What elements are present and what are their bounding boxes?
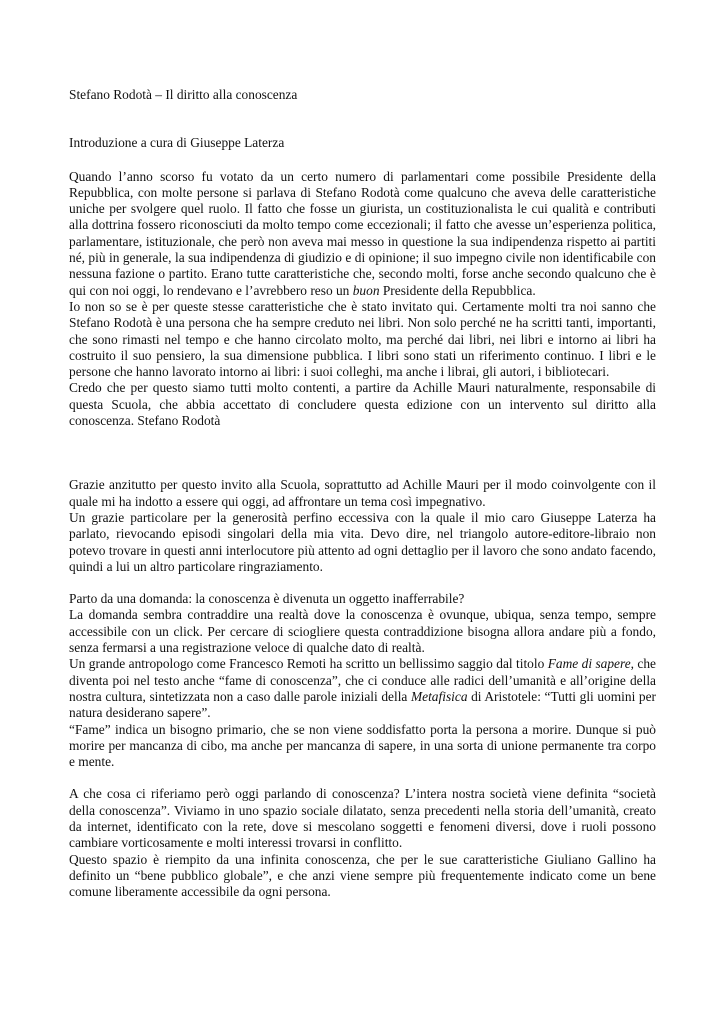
body-paragraph-1: Grazie anzitutto per questo invito alla Scuola, soprattutto ad Achille Mauri per il modo coinvolgente con il quale mi ha indotto a essere qui oggi, ad affrontare un tema così impegnativo. bbox=[69, 477, 656, 509]
body-p5-book-title: Fame di sapere bbox=[547, 656, 631, 672]
body-paragraph-3: Parto da una domanda: la conoscenza è divenuta un oggetto inafferrabile? bbox=[69, 591, 465, 607]
body-p5-text-c: di Aristotele: “Tutti gli uomini per natura desiderano sapere”. bbox=[69, 688, 656, 721]
body-paragraph-8: Questo spazio è riempito da una infinita conoscenza, che per le sue caratteristiche Giuliano Gallino ha definito un “bene pubblico globale”, e che anzi viene sempre più frequentemente indicato come un bene comune liberamente accessibile da ogni persona. bbox=[69, 851, 656, 900]
intro-heading: Introduzione a cura di Giuseppe Laterza bbox=[69, 135, 285, 151]
document-title: Stefano Rodotà – Il diritto alla conoscenza bbox=[69, 87, 298, 102]
intro-p1-emphasis: buon bbox=[352, 282, 380, 298]
body-paragraph-6: “Fame” indica un bisogno primario, che se non viene soddisfatto porta la persona a morire. Dunque si può morire per mancanza di cibo, ma anche per mancanza di sapere, in una sorta di unione permanente tra corpo e mente. bbox=[69, 721, 656, 770]
body-p5-text-b: , che diventa poi nel testo anche “fame di conoscenza”, che ci conduce alle radici dell’umanità e all’origine della nostra cultura, sintetizzata non a caso dalle parole iniziali della bbox=[69, 656, 656, 704]
intro-p1-text-a: Quando l’anno scorso fu votato da un certo numero di parlamentari come possibile Presidente della Repubblica, con molte persone si parlava di Stefano Rodotà come qualcuno che aveva delle caratteristiche uniche per svolgere quel ruolo. Il fatto che fosse un giurista, un costituzionalista le cui qualità e contributi alla dottrina fossero riconosciuti da molto tempo come eccezionali; il fatto che avesse un’esperienza politica, parlamentare, istituzionale, che però non aveva mai messo in questione la sua indipendenza rispetto ai partiti né, più in generale, la sua indipendenza di giudizio e di opinione; il suo impegno civile non identificabile con nessuna fazione o partito. Erano tutte caratteristiche che, secondo molti, forse anche secondo qualcuno che è qui con noi oggi, lo rendevano e l’avrebbero reso un bbox=[69, 168, 656, 298]
body-paragraph-5 bbox=[69, 656, 656, 721]
body-paragraph-7: A che cosa ci riferiamo però oggi parlando di conoscenza? L’intera nostra società viene definita “società della conoscenza”. Viviamo in uno spazio sociale dilatato, senza precedenti nella storia dell’umanità, creato da internet, identificato con la rete, dove si mescolano soggetti e fenomeni diversi, dove i ruoli possono cambiare vorticosamente e molti interessi trovarsi in conflitto. bbox=[69, 786, 656, 851]
body-paragraph-4: La domanda sembra contraddire una realtà dove la conoscenza è ovunque, ubiqua, senza tempo, sempre accessibile con un click. Per cercare di sciogliere questa contraddizione bisogna allora andare più a fondo, senza fermarsi a una registrazione veloce di qualche dato di realtà. bbox=[69, 607, 656, 656]
body-p5-text-a: Un grande antropologo come Francesco Remoti ha scritto un bellissimo saggio dal titolo bbox=[69, 656, 548, 672]
intro-paragraph-1 bbox=[69, 169, 656, 299]
intro-paragraph-2: Io non so se è per queste stesse caratteristiche che è stato invitato qui. Certamente molti tra noi sanno che Stefano Rodotà è una persona che ha sempre creduto nei libri. Non solo perché ne ha scritti tanti, importanti, che sono rimasti nel tempo e che hanno circolato molto, ma perché dai libri, nei libri e intorno ai libri ha costruito il suo pensiero, la sua dimensione pubblica. I libri sono stati un riferimento continuo. I libri e le persone che hanno lavorato intorno ai libri: i suoi colleghi, ma anche i librai, gli autori, i bibliotecari. bbox=[69, 298, 656, 380]
intro-paragraph-3: Credo che per questo siamo tutti molto contenti, a partire da Achille Mauri naturalmente, responsabile di questa Scuola, che abbia accettato di concludere questa edizione con un intervento sul diritto alla conoscenza. Stefano Rodotà bbox=[69, 380, 656, 429]
body-p5-work-title: Metafisica bbox=[410, 688, 468, 704]
body-paragraph-2: Un grazie particolare per la generosità perfino eccessiva con la quale il mio caro Giuseppe Laterza ha parlato, rievocando episodi singolari della mia vita. Devo dire, nel triangolo autore-editore-libraio non potevo trovare in questi anni interlocutore più attento ad ogni dettaglio per il lavoro che sono andato facendo, quindi a lui un altro particolare ringraziamento. bbox=[69, 509, 656, 574]
document-page bbox=[69, 87, 656, 900]
intro-p1-text-b: Presidente della Repubblica. bbox=[379, 282, 536, 298]
